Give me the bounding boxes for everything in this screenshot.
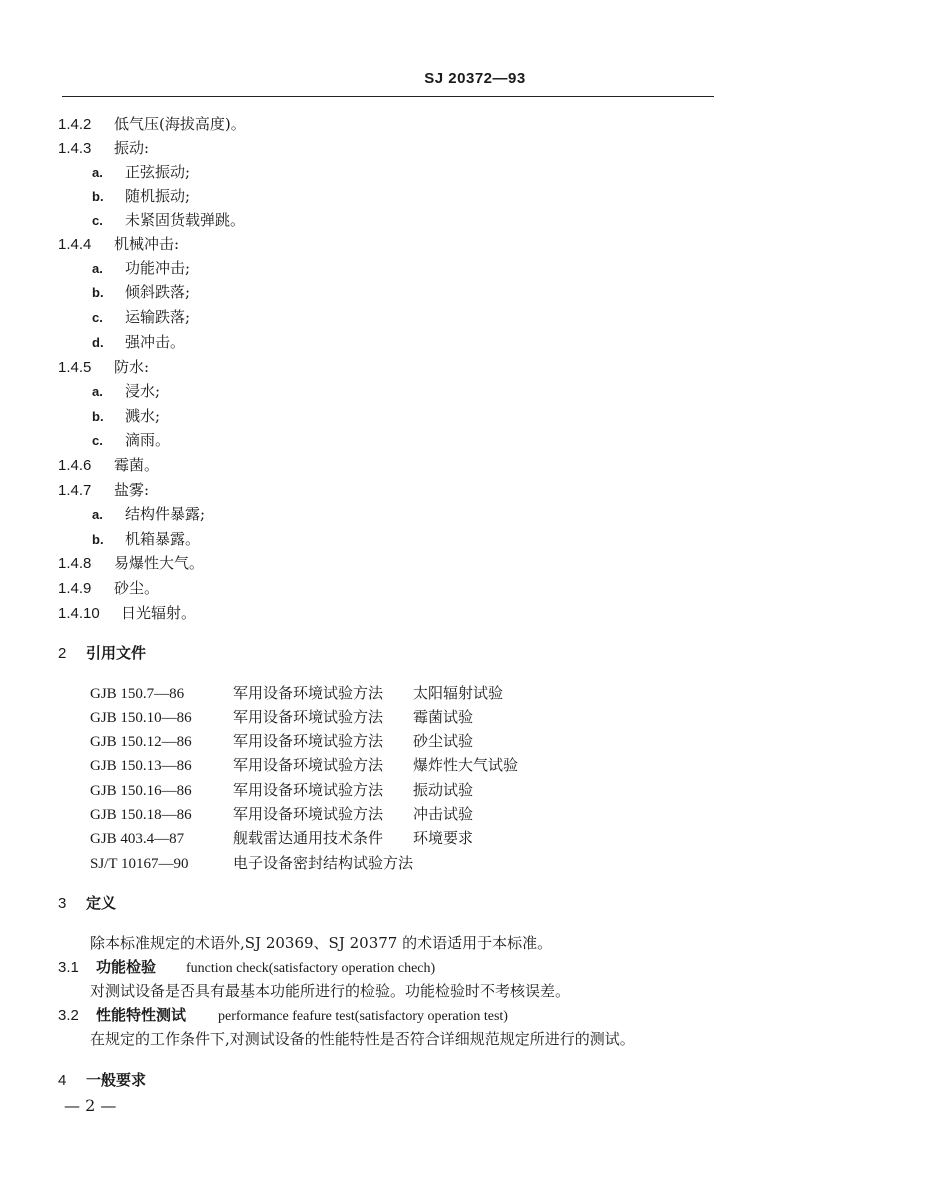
list-item — [58, 578, 159, 599]
section-number: 3 — [58, 895, 67, 912]
item-letter: d. — [92, 335, 104, 350]
item-text: 机械冲击: — [114, 235, 180, 253]
item-number: 1.4.8 — [58, 555, 92, 572]
list-item — [58, 480, 149, 501]
item-text: 日光辐射。 — [121, 604, 197, 622]
item-text: 随机振动; — [125, 187, 191, 205]
item-text: 倾斜跌落; — [125, 283, 191, 301]
item-number: 1.4.3 — [58, 140, 92, 157]
item-letter: c. — [92, 433, 103, 448]
ref-title: 军用设备环境试验方法 — [233, 684, 384, 702]
list-item — [58, 138, 149, 159]
item-text: 防水: — [114, 358, 150, 376]
list-item — [58, 114, 246, 135]
definition-body: 对测试设备是否具有最基本功能所进行的检验。功能检验时不考核误差。 — [90, 982, 571, 1000]
item-letter: b. — [92, 409, 104, 424]
section-number: 2 — [58, 645, 67, 662]
definition-english: function check(satisfactory operation chech) — [186, 961, 436, 976]
list-item — [92, 210, 245, 231]
section-heading — [58, 643, 146, 664]
definition-term: 性能特性测试 — [96, 1006, 187, 1024]
definition-english: performance feafure test(satisfactory operation test) — [218, 1009, 508, 1024]
item-text: 机箱暴露。 — [125, 530, 201, 548]
list-item — [92, 307, 190, 328]
item-letter: c. — [92, 213, 103, 228]
definition-body: 在规定的工作条件下,对测试设备的性能特性是否符合详细规范规定所进行的测试。 — [90, 1030, 635, 1048]
list-item — [58, 455, 159, 476]
list-item — [92, 282, 190, 303]
item-text: 运输跌落; — [125, 308, 191, 326]
ref-subtitle: 环境要求 — [413, 829, 474, 847]
list-item — [58, 603, 196, 624]
item-text: 振动: — [114, 139, 150, 157]
item-text: 功能冲击; — [125, 259, 191, 277]
definition-number: 3.2 — [58, 1007, 79, 1024]
item-text: 低气压(海拔高度)。 — [114, 115, 246, 133]
ref-code: GJB 403.4—87 — [90, 831, 185, 847]
reference-row — [90, 853, 413, 874]
ref-title: 军用设备环境试验方法 — [233, 756, 384, 774]
ref-code: SJ/T 10167—90 — [90, 856, 189, 872]
ref-subtitle: 振动试验 — [413, 781, 474, 799]
list-item — [58, 553, 204, 574]
reference-row — [90, 755, 518, 776]
item-text: 易爆性大气。 — [114, 554, 205, 572]
ref-title: 军用设备环境试验方法 — [233, 805, 384, 823]
list-item — [92, 406, 160, 427]
reference-row — [90, 707, 473, 728]
ref-subtitle: 爆炸性大气试验 — [413, 756, 519, 774]
ref-code: GJB 150.10—86 — [90, 710, 192, 726]
list-item — [92, 332, 185, 353]
ref-subtitle: 冲击试验 — [413, 805, 474, 823]
item-number: 1.4.5 — [58, 359, 92, 376]
item-letter: b. — [92, 189, 104, 204]
reference-row — [90, 780, 473, 801]
list-item — [92, 186, 190, 207]
list-item — [92, 258, 190, 279]
header-rule — [62, 96, 714, 97]
item-letter: a. — [92, 261, 103, 276]
ref-title: 军用设备环境试验方法 — [233, 708, 384, 726]
definition-heading — [58, 1005, 508, 1027]
item-text: 浸水; — [125, 382, 161, 400]
item-text: 溅水; — [125, 407, 161, 425]
item-number: 1.4.7 — [58, 482, 92, 499]
item-letter: a. — [92, 507, 103, 522]
section-title: 引用文件 — [86, 644, 147, 662]
item-text: 盐雾: — [114, 481, 150, 499]
definitions-intro: 除本标准规定的术语外,SJ 20369、SJ 20377 的术语适用于本标准。 — [90, 934, 553, 952]
list-item — [92, 529, 200, 550]
item-letter: a. — [92, 165, 103, 180]
list-item — [92, 504, 205, 525]
item-text: 砂尘。 — [114, 579, 160, 597]
item-number: 1.4.9 — [58, 580, 92, 597]
list-item — [92, 381, 160, 402]
ref-code: GJB 150.18—86 — [90, 807, 192, 823]
reference-row — [90, 731, 473, 752]
item-number: 1.4.2 — [58, 116, 92, 133]
ref-code: GJB 150.7—86 — [90, 686, 185, 702]
item-text: 滴雨。 — [125, 431, 171, 449]
definition-term: 功能检验 — [96, 958, 157, 976]
page-header-doc-number: SJ 20372—93 — [424, 70, 526, 87]
section-number: 4 — [58, 1072, 67, 1089]
ref-title: 舰载雷达通用技术条件 — [233, 829, 384, 847]
ref-code: GJB 150.13—86 — [90, 758, 192, 774]
item-text: 未紧固货载弹跳。 — [125, 211, 246, 229]
item-text: 霉菌。 — [114, 456, 160, 474]
ref-title: 军用设备环境试验方法 — [233, 732, 384, 750]
ref-title: 军用设备环境试验方法 — [233, 781, 384, 799]
item-text: 强冲击。 — [125, 333, 186, 351]
reference-row — [90, 828, 473, 849]
item-number: 1.4.4 — [58, 236, 92, 253]
page-number: — 2 — — [64, 1096, 117, 1115]
list-item — [92, 162, 190, 183]
list-item — [58, 234, 179, 255]
item-letter: a. — [92, 384, 103, 399]
item-letter: c. — [92, 310, 103, 325]
item-number: 1.4.10 — [58, 605, 100, 622]
definition-number: 3.1 — [58, 959, 79, 976]
item-text: 正弦振动; — [125, 163, 191, 181]
ref-subtitle: 霉菌试验 — [413, 708, 474, 726]
item-letter: b. — [92, 532, 104, 547]
ref-code: GJB 150.12—86 — [90, 734, 192, 750]
list-item — [92, 430, 170, 451]
ref-title: 电子设备密封结构试验方法 — [233, 854, 414, 872]
reference-row — [90, 683, 503, 704]
list-item — [58, 357, 149, 378]
section-heading — [58, 893, 116, 914]
item-text: 结构件暴露; — [125, 505, 206, 523]
definition-heading — [58, 957, 435, 979]
item-number: 1.4.6 — [58, 457, 92, 474]
item-letter: b. — [92, 285, 104, 300]
section-title: 定义 — [86, 894, 117, 912]
ref-subtitle: 砂尘试验 — [413, 732, 474, 750]
ref-subtitle: 太阳辐射试验 — [413, 684, 504, 702]
section-title: 一般要求 — [86, 1071, 147, 1089]
ref-code: GJB 150.16—86 — [90, 783, 192, 799]
reference-row — [90, 804, 473, 825]
section-heading — [58, 1070, 146, 1091]
